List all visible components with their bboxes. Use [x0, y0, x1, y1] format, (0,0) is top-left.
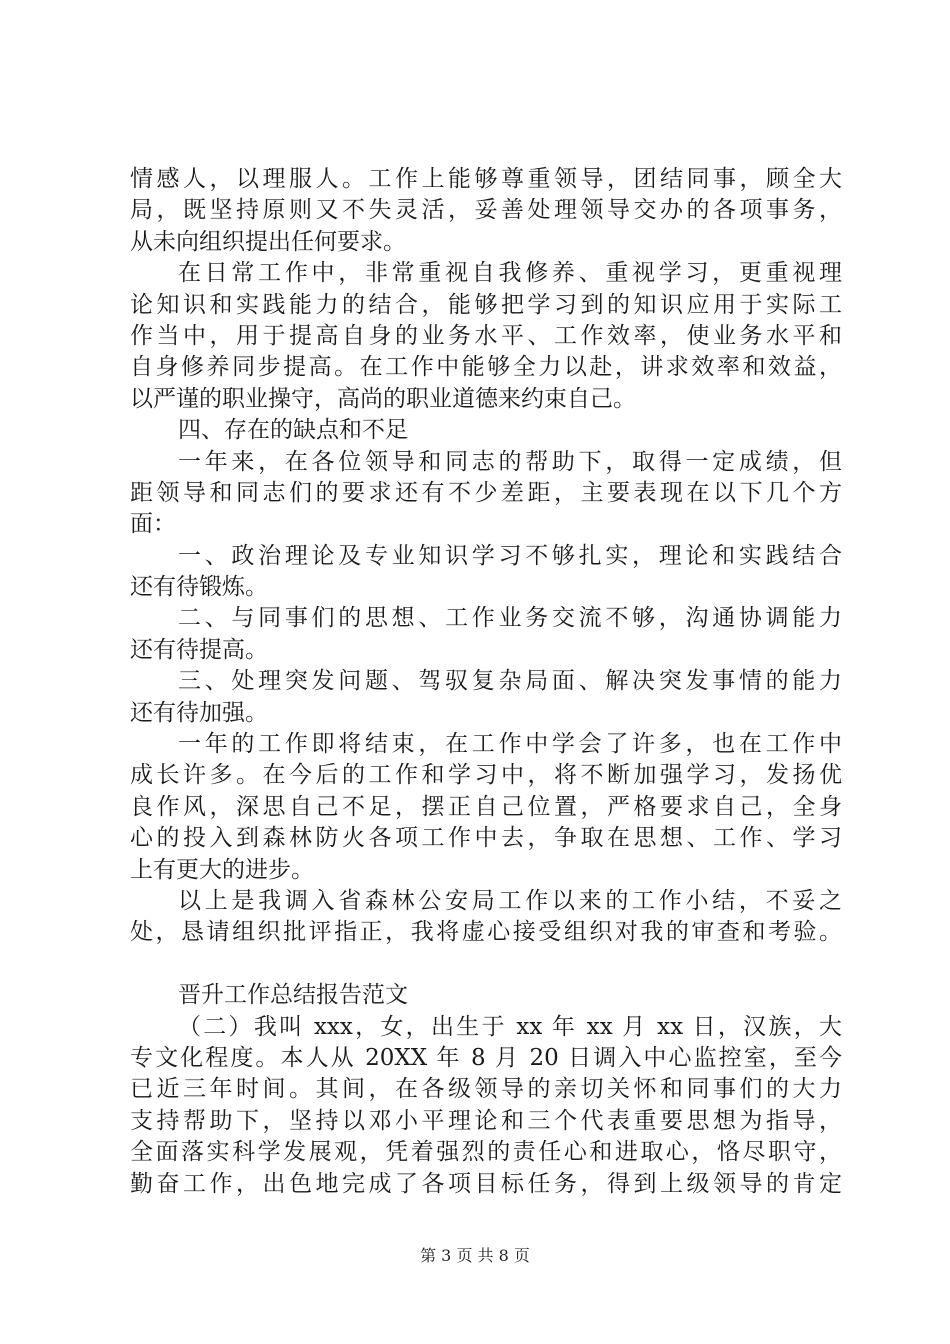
text-line: 上有更大的进步。 [130, 856, 314, 883]
text-line: 二、与同事们的思想、工作业务交流不够，沟通协调能力 [178, 605, 842, 632]
paragraph [130, 729, 842, 886]
text-line: 还有待加强。 [130, 699, 268, 726]
text-line: 勤奋工作，出色地完成了各项目标任务，得到上级领导的肯定 [130, 1170, 842, 1197]
text-line: 专文化程度。本人从 20XX 年 8 月 20 日调入中心监控室，至今 [130, 1044, 842, 1071]
text-line: 心的投入到森林防火各项工作中去，争取在思想、工作、学习 [130, 825, 842, 852]
article-title: 晋升工作总结报告范文 [178, 982, 408, 1009]
text-line: 支持帮助下，坚持以邓小平理论和三个代表重要思想为指导， [130, 1107, 842, 1134]
text-line: 全面落实科学发展观，凭着强烈的责任心和进取心，恪尽职守， [130, 1139, 842, 1166]
paragraph [130, 258, 842, 415]
text-line: 一、政治理论及专业知识学习不够扎实，理论和实践结合 [178, 542, 842, 569]
list-item [130, 541, 842, 604]
text-line: 一年的工作即将结束，在工作中学会了许多，也在工作中 [178, 731, 842, 758]
text-line: 以严谨的职业操守，高尚的职业道德来约束自己。 [130, 385, 636, 412]
text-line: 局，既坚持原则又不失灵活，妥善处理领导交办的各项事务， [130, 197, 842, 224]
text-line: 成长许多。在今后的工作和学习中，将不断加强学习，发扬优 [130, 762, 842, 789]
document-body [130, 164, 842, 1200]
section-heading: 四、存在的缺点和不足 [178, 417, 408, 444]
text-line: 自身修养同步提高。在工作中能够全力以赴，讲求效率和效益， [130, 354, 842, 381]
text-line: 三、处理突发问题、驾驭复杂局面、解决突发事情的能力 [178, 668, 842, 695]
text-line: 还有待锻炼。 [130, 574, 268, 601]
text-line: 从未向组织提出任何要求。 [130, 228, 406, 255]
text-line: 距领导和同志们的要求还有不少差距，主要表现在以下几个方 [130, 479, 842, 506]
list-item [130, 603, 842, 666]
text-line: 面： [130, 511, 176, 538]
text-line: 在日常工作中，非常重视自我修养、重视学习，更重视理 [178, 260, 842, 287]
text-line: 情感人，以理服人。工作上能够尊重领导，团结同事，顾全大 [130, 166, 842, 192]
text-line: 一年来，在各位领导和同志的帮助下，取得一定成绩，但 [178, 448, 842, 475]
paragraph [130, 1012, 842, 1200]
text-line: 已近三年时间。其间，在各级领导的亲切关怀和同事们的大力 [130, 1076, 842, 1103]
paragraph [130, 447, 842, 541]
text-line: 还有待提高。 [130, 636, 268, 663]
text-line: 良作风，深思自己不足，摆正自己位置，严格要求自己，全身 [130, 793, 842, 820]
text-line: 处，恳请组织批评指正，我将虚心接受组织对我的审查和考验。 [130, 919, 842, 946]
spacer [130, 949, 842, 980]
list-item [130, 666, 842, 729]
paragraph [130, 886, 842, 949]
text-line: 以上是我调入省森林公安局工作以来的工作小结，不妥之 [178, 887, 842, 914]
text-line: 作当中，用于提高自身的业务水平、工作效率，使业务水平和 [130, 322, 842, 349]
text-line: （二）我叫 xxx，女，出生于 xx 年 xx 月 xx 日，汉族，大 [178, 1013, 842, 1040]
page-number: 第 3 页 共 8 页 [420, 1246, 530, 1265]
paragraph [130, 164, 842, 258]
text-line: 论知识和实践能力的结合，能够把学习到的知识应用于实际工 [130, 291, 842, 318]
